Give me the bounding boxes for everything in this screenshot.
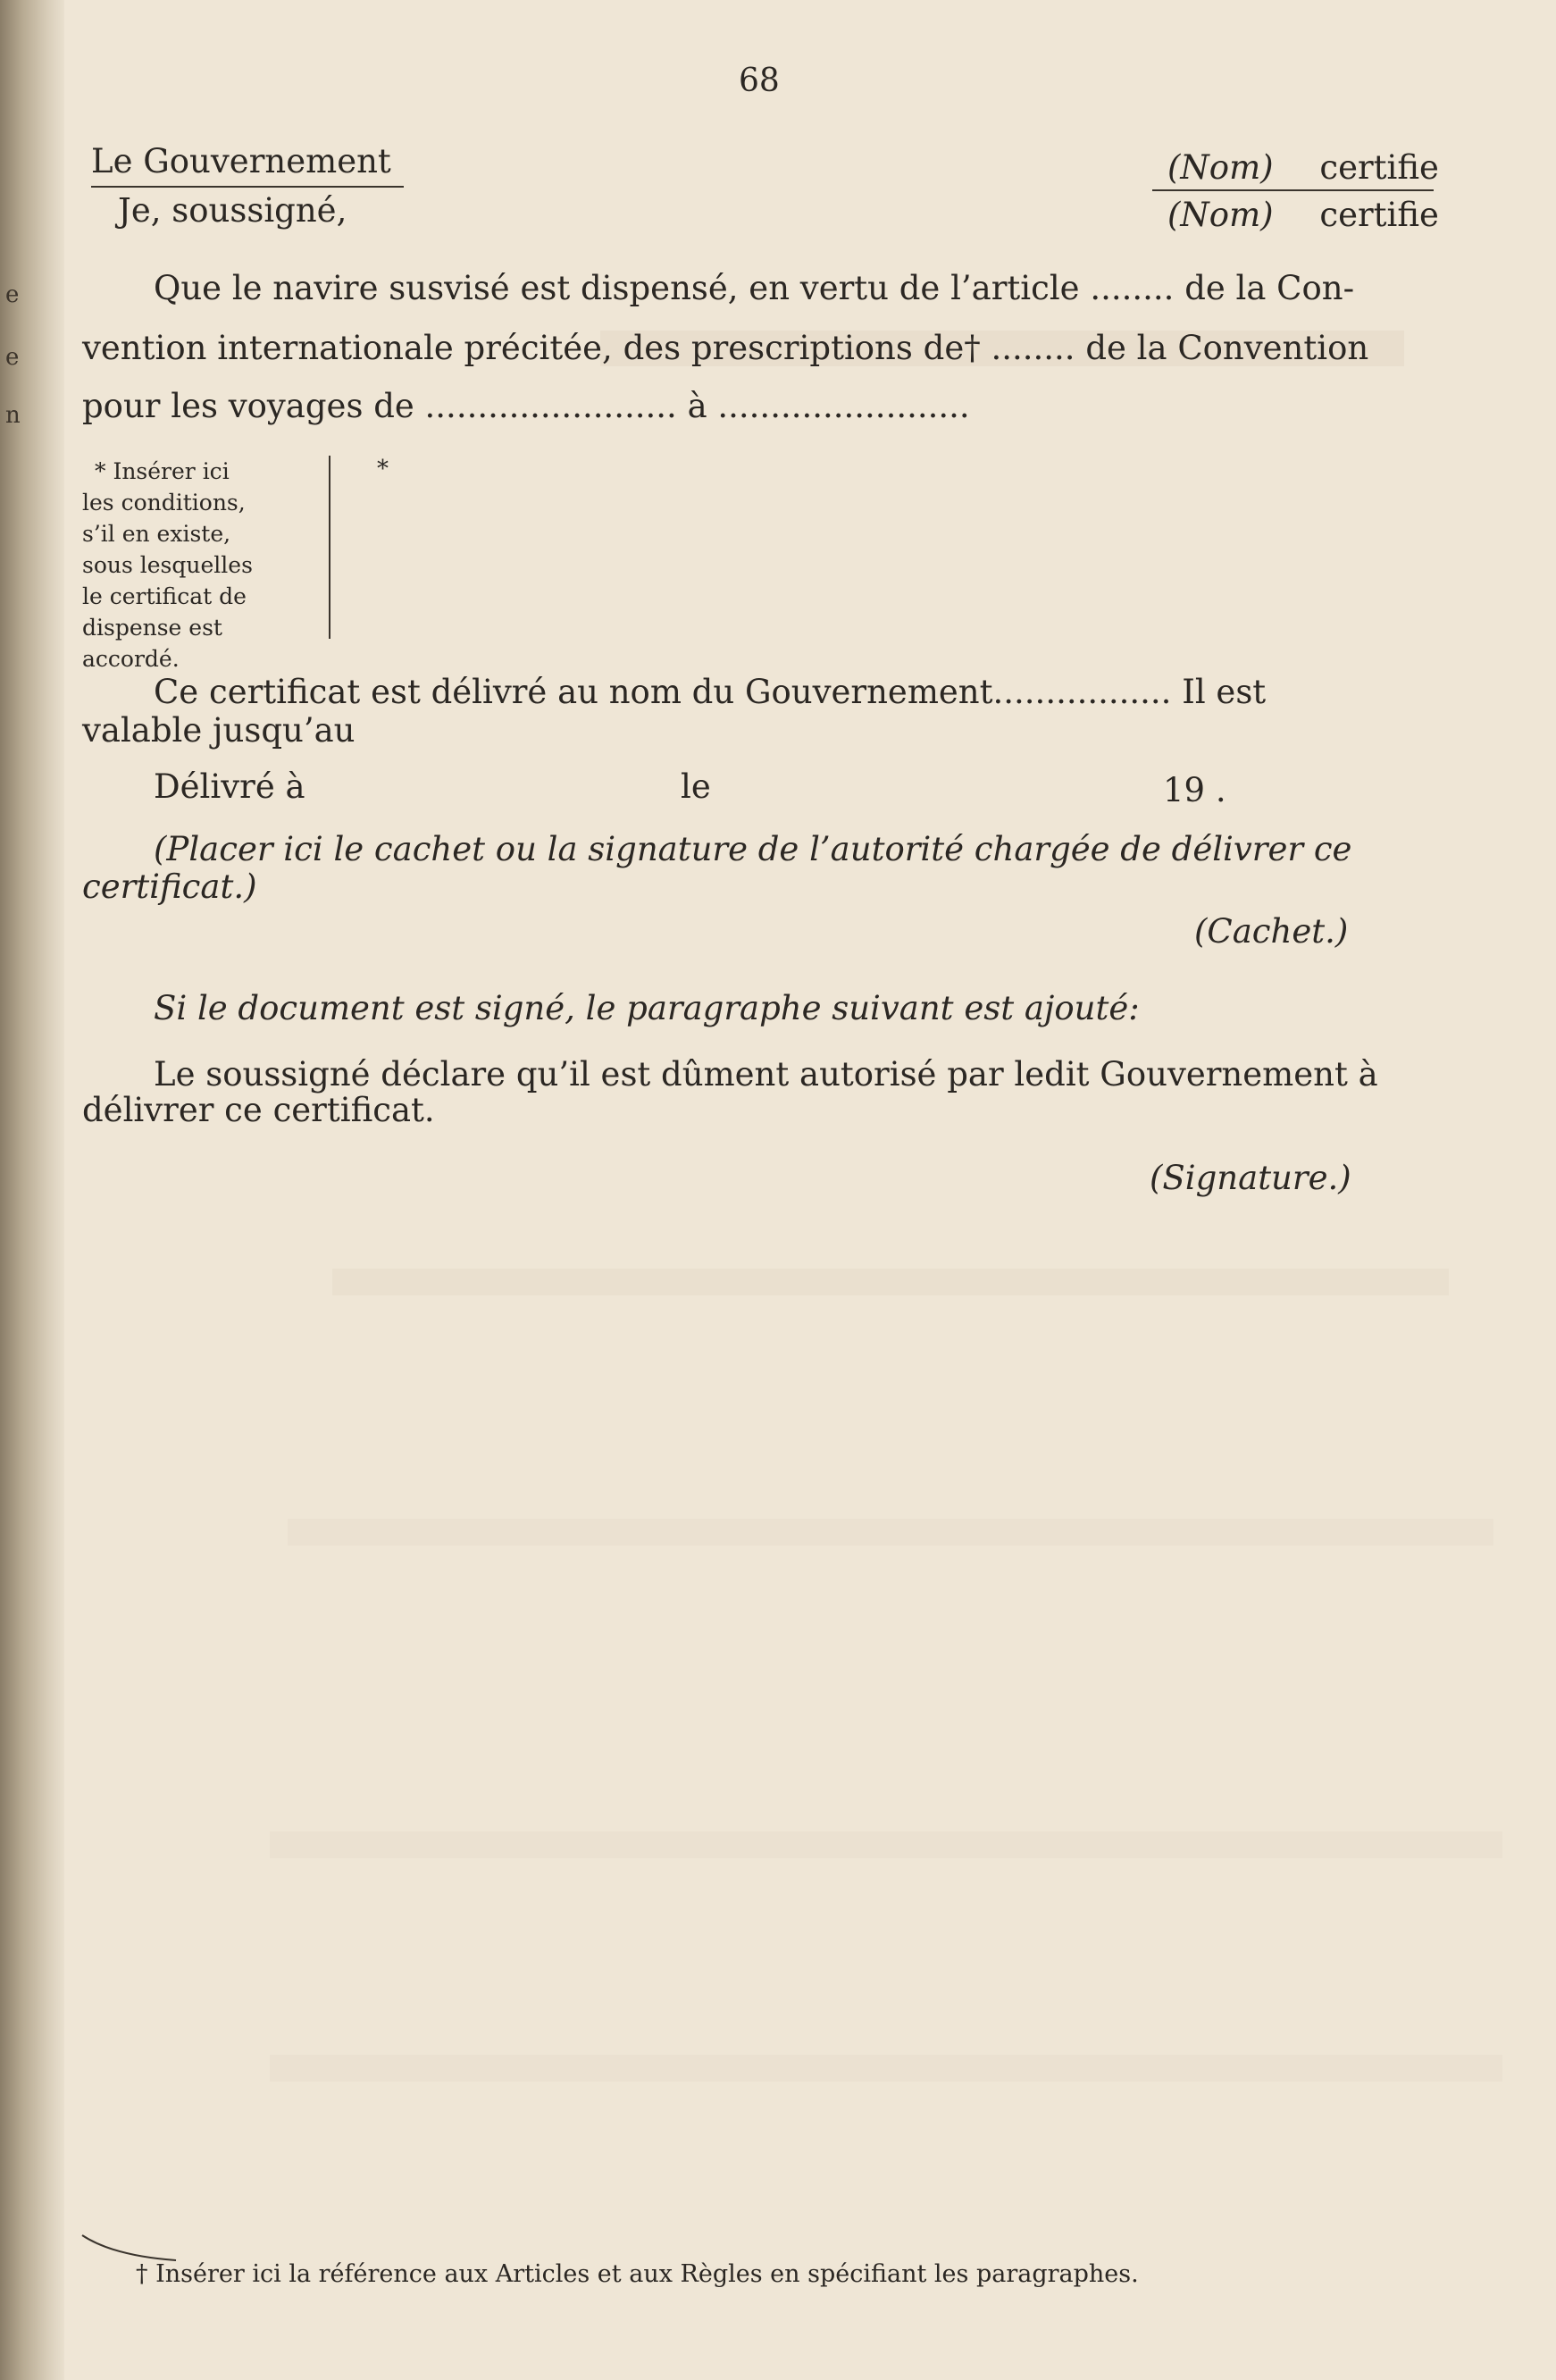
side-note-line: le certificat de [82, 583, 247, 609]
side-note-bracket [320, 456, 330, 639]
name-placeholder: (Nom) [1167, 148, 1274, 187]
name-placeholder: (Nom) [1167, 196, 1274, 234]
para1-line2: vention internationale précitée, des prescriptions de† ........ de la Convention [82, 329, 1369, 367]
header-undersigned: Je, soussigné, [118, 191, 347, 230]
para3-line1: Le soussigné déclare qu’il est dûment autorisé par ledit Gouvernement à [154, 1055, 1378, 1094]
side-note [82, 456, 332, 675]
issued-at-label: Délivré à [154, 767, 305, 806]
placer-line1: (Placer ici le cachet ou la signature de l’autorité chargée de délivrer ce [154, 830, 1352, 868]
signed-condition: Si le document est signé, le paragraphe suivant est ajouté: [154, 989, 1140, 1027]
gutter-letter: e [5, 281, 20, 308]
para1-line3: pour les voyages de ........................ à ........................ [82, 387, 970, 425]
side-note-line: * Insérer ici [95, 458, 230, 484]
issued-year-label: 19 . [1163, 771, 1226, 809]
document-page [64, 0, 1556, 2380]
para1-line1: Que le navire susvisé est dispensé, en vertu de l’article ........ de la Con- [154, 269, 1355, 307]
para3-line2: délivrer ce certificat. [82, 1091, 435, 1129]
book-gutter [0, 0, 64, 2380]
gutter-letter: e [5, 344, 20, 371]
side-note-line: s’il en existe, [82, 521, 231, 547]
side-note-line: les conditions, [82, 490, 246, 515]
signature-label: (Signature.) [1150, 1159, 1351, 1197]
side-note-asterisk: * [377, 456, 389, 482]
certifie-label: certifie [1319, 196, 1439, 234]
side-note-line: sous lesquelles [82, 552, 253, 578]
header-right-bottom [1167, 188, 1439, 243]
para2-line1: Ce certificat est délivré au nom du Gouvernement................. Il est [154, 673, 1267, 711]
page-number: 68 [739, 63, 780, 99]
placer-line2: certificat.) [82, 867, 257, 906]
side-note-line: accordé. [82, 646, 180, 672]
para2-line2: valable jusqu’au [82, 711, 356, 750]
footnote: † Insérer ici la référence aux Articles et aux Règles en spécifiant les paragraphes. [136, 2260, 1139, 2288]
issued-le-label: le [681, 767, 711, 806]
certifie-label: certifie [1319, 148, 1439, 187]
gutter-letter: n [5, 402, 21, 429]
header-government: Le Gouvernement [91, 142, 391, 180]
side-note-line: dispense est [82, 615, 222, 641]
cachet-label: (Cachet.) [1194, 912, 1349, 951]
